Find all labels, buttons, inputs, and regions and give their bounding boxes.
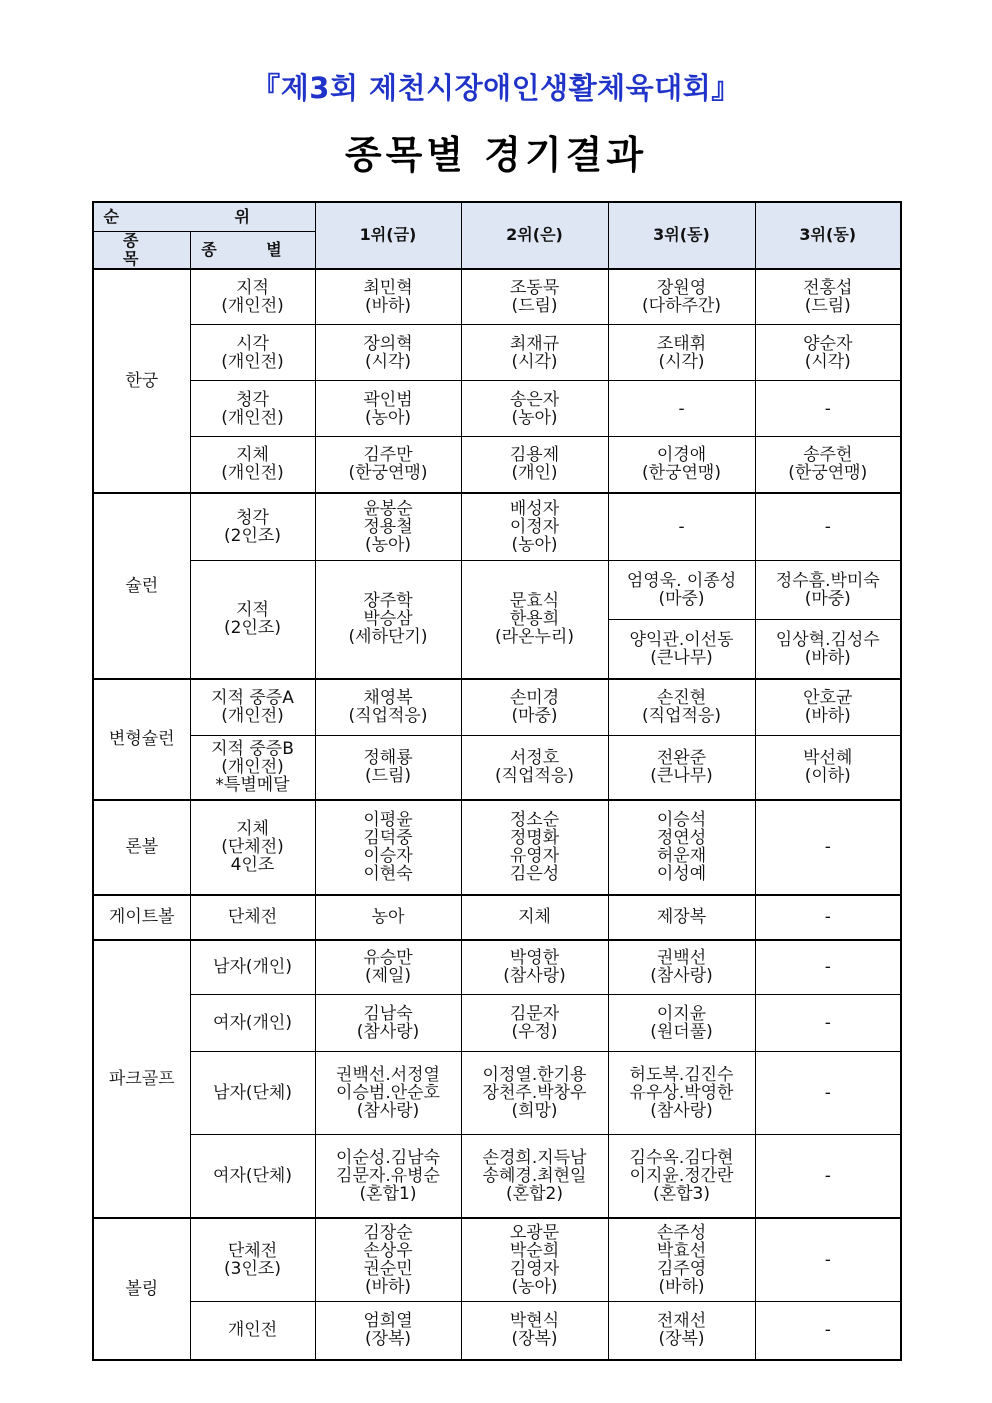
event-title: 『제3회 제천시장애인생활체육대회』 <box>251 71 741 105</box>
header-first: 1위(금) <box>315 202 461 269</box>
table-row <box>93 561 901 620</box>
event-cell: 지적 (2인조) <box>190 561 315 679</box>
bronze-cell-b: 양순자 (시각) <box>755 325 901 381</box>
results-table <box>92 201 902 1361</box>
event-cell: 남자(개인) <box>190 940 315 995</box>
bronze-cell-b: - <box>755 1135 901 1218</box>
table-row <box>93 895 901 940</box>
category-cell: 게이트볼 <box>93 895 190 940</box>
table-row <box>93 493 901 561</box>
bronze-cell-a: 이경애 (한궁연맹) <box>608 437 755 493</box>
header-rank: 순 위 <box>93 202 315 231</box>
silver-cell: 조동묵 (드림) <box>461 269 608 325</box>
bronze-cell-a: 허도복.김진수 유우상.박영한 (참사랑) <box>608 1052 755 1135</box>
table-row <box>93 437 901 493</box>
table-row <box>93 1302 901 1360</box>
table-row <box>93 325 901 381</box>
gold-cell: 김장순 손상우 권순민 (바하) <box>315 1218 461 1302</box>
bronze-cell-a: 전재선 (장복) <box>608 1302 755 1360</box>
bronze-cell-a: 엄영욱. 이종성 (마중) <box>608 561 755 620</box>
silver-cell: 송은자 (농아) <box>461 381 608 437</box>
silver-cell: 김용제 (개인) <box>461 437 608 493</box>
bronze-cell-a: 손주성 박효선 김주영 (바하) <box>608 1218 755 1302</box>
event-cell: 개인전 <box>190 1302 315 1360</box>
page-title: 종목별 경기결과 <box>344 133 648 177</box>
gold-cell: 이순성.김남숙 김문자.유병순 (혼합1) <box>315 1135 461 1218</box>
silver-cell: 배성자 이정자 (농아) <box>461 493 608 561</box>
category-cell: 한궁 <box>93 269 190 493</box>
silver-cell: 박현식 (장복) <box>461 1302 608 1360</box>
silver-cell: 오광문 박순희 김영자 (농아) <box>461 1218 608 1302</box>
silver-cell: 이정열.한기용 장천주.박창우 (희망) <box>461 1052 608 1135</box>
gold-cell: 장주학 박승삼 (세하단기) <box>315 561 461 679</box>
table-row <box>93 995 901 1052</box>
bronze-cell-b: 박선혜 (이하) <box>755 736 901 800</box>
bronze-cell-b: - <box>755 995 901 1052</box>
bronze-cell-a: 이승석 정연성 허운재 이성예 <box>608 800 755 895</box>
bronze-cell-c: 양익관.이선동 (큰나무) <box>608 620 755 679</box>
bronze-cell-a: 전완준 (큰나무) <box>608 736 755 800</box>
gold-cell: 농아 <box>315 895 461 940</box>
header-event: 종 별 <box>190 231 315 269</box>
bronze-cell-a: 장원영 (다하주간) <box>608 269 755 325</box>
silver-cell: 최재규 (시각) <box>461 325 608 381</box>
table-row <box>93 381 901 437</box>
header-third-b: 3위(동) <box>755 202 901 269</box>
gold-cell: 곽인범 (농아) <box>315 381 461 437</box>
bronze-cell-a: 김수옥.김다현 이지윤.정간란 (혼합3) <box>608 1135 755 1218</box>
bronze-cell-b: - <box>755 940 901 995</box>
gold-cell: 윤봉순 정용철 (농아) <box>315 493 461 561</box>
bronze-cell-a: 이지윤 (원더풀) <box>608 995 755 1052</box>
category-cell: 론볼 <box>93 800 190 895</box>
bronze-cell-b: - <box>755 1302 901 1360</box>
event-cell: 지적 중증A (개인전) <box>190 679 315 736</box>
table-row <box>93 679 901 736</box>
silver-cell: 서정호 (직업적응) <box>461 736 608 800</box>
gold-cell: 유승만 (제일) <box>315 940 461 995</box>
table-row <box>93 1218 901 1302</box>
event-cell: 지체 (단체전) 4인조 <box>190 800 315 895</box>
bronze-cell-b: 송주헌 (한궁연맹) <box>755 437 901 493</box>
bronze-cell-b: 정수흠.박미숙 (마중) <box>755 561 901 620</box>
silver-cell: 김문자 (우정) <box>461 995 608 1052</box>
event-cell: 지적 (개인전) <box>190 269 315 325</box>
gold-cell: 채영복 (직업적응) <box>315 679 461 736</box>
bronze-cell-a: - <box>608 381 755 437</box>
bronze-cell-a: 조태휘 (시각) <box>608 325 755 381</box>
bronze-cell-b: - <box>755 895 901 940</box>
gold-cell: 최민혁 (바하) <box>315 269 461 325</box>
silver-cell: 문효식 한용희 (라온누리) <box>461 561 608 679</box>
silver-cell: 박영한 (참사랑) <box>461 940 608 995</box>
bronze-cell-b: - <box>755 800 901 895</box>
bronze-cell-a: 손진현 (직업적응) <box>608 679 755 736</box>
event-cell: 청각 (개인전) <box>190 381 315 437</box>
gold-cell: 김주만 (한궁연맹) <box>315 437 461 493</box>
category-cell: 파크골프 <box>93 940 190 1218</box>
event-cell: 남자(단체) <box>190 1052 315 1135</box>
bronze-cell-a: 제장복 <box>608 895 755 940</box>
gold-cell: 권백선.서정열 이승범.안순호 (참사랑) <box>315 1052 461 1135</box>
table-row <box>93 1135 901 1218</box>
silver-cell: 지체 <box>461 895 608 940</box>
table-row <box>93 269 901 325</box>
gold-cell: 정해룡 (드림) <box>315 736 461 800</box>
table-row <box>93 1052 901 1135</box>
event-cell: 여자(개인) <box>190 995 315 1052</box>
bronze-cell-b: 전홍섭 (드림) <box>755 269 901 325</box>
category-cell: 슐런 <box>93 493 190 679</box>
header-second: 2위(은) <box>461 202 608 269</box>
silver-cell: 손경희.지득남 송혜경.최현일 (혼합2) <box>461 1135 608 1218</box>
bronze-cell-b: - <box>755 493 901 561</box>
silver-cell: 손미경 (마중) <box>461 679 608 736</box>
gold-cell: 엄희열 (장복) <box>315 1302 461 1360</box>
table-row <box>93 940 901 995</box>
event-cell: 청각 (2인조) <box>190 493 315 561</box>
gold-cell: 장의혁 (시각) <box>315 325 461 381</box>
header-third-a: 3위(동) <box>608 202 755 269</box>
gold-cell: 이평윤 김덕중 이승자 이현숙 <box>315 800 461 895</box>
bronze-cell-b: - <box>755 381 901 437</box>
event-cell: 단체전 <box>190 895 315 940</box>
bronze-cell-d: 임상혁.김성수 (바하) <box>755 620 901 679</box>
header-category: 종 목 <box>93 231 190 269</box>
event-cell: 여자(단체) <box>190 1135 315 1218</box>
table-row <box>93 800 901 895</box>
bronze-cell-a: - <box>608 493 755 561</box>
bronze-cell-b: - <box>755 1052 901 1135</box>
bronze-cell-b: - <box>755 1218 901 1302</box>
event-cell: 단체전 (3인조) <box>190 1218 315 1302</box>
event-cell: 시각 (개인전) <box>190 325 315 381</box>
event-cell: 지적 중증B (개인전) *특별메달 <box>190 736 315 800</box>
category-cell: 볼링 <box>93 1218 190 1360</box>
table-row <box>93 736 901 800</box>
bronze-cell-b: 안호균 (바하) <box>755 679 901 736</box>
category-cell: 변형슐런 <box>93 679 190 800</box>
silver-cell: 정소순 정명화 유영자 김은성 <box>461 800 608 895</box>
gold-cell: 김남숙 (참사랑) <box>315 995 461 1052</box>
bronze-cell-a: 권백선 (참사랑) <box>608 940 755 995</box>
event-cell: 지체 (개인전) <box>190 437 315 493</box>
